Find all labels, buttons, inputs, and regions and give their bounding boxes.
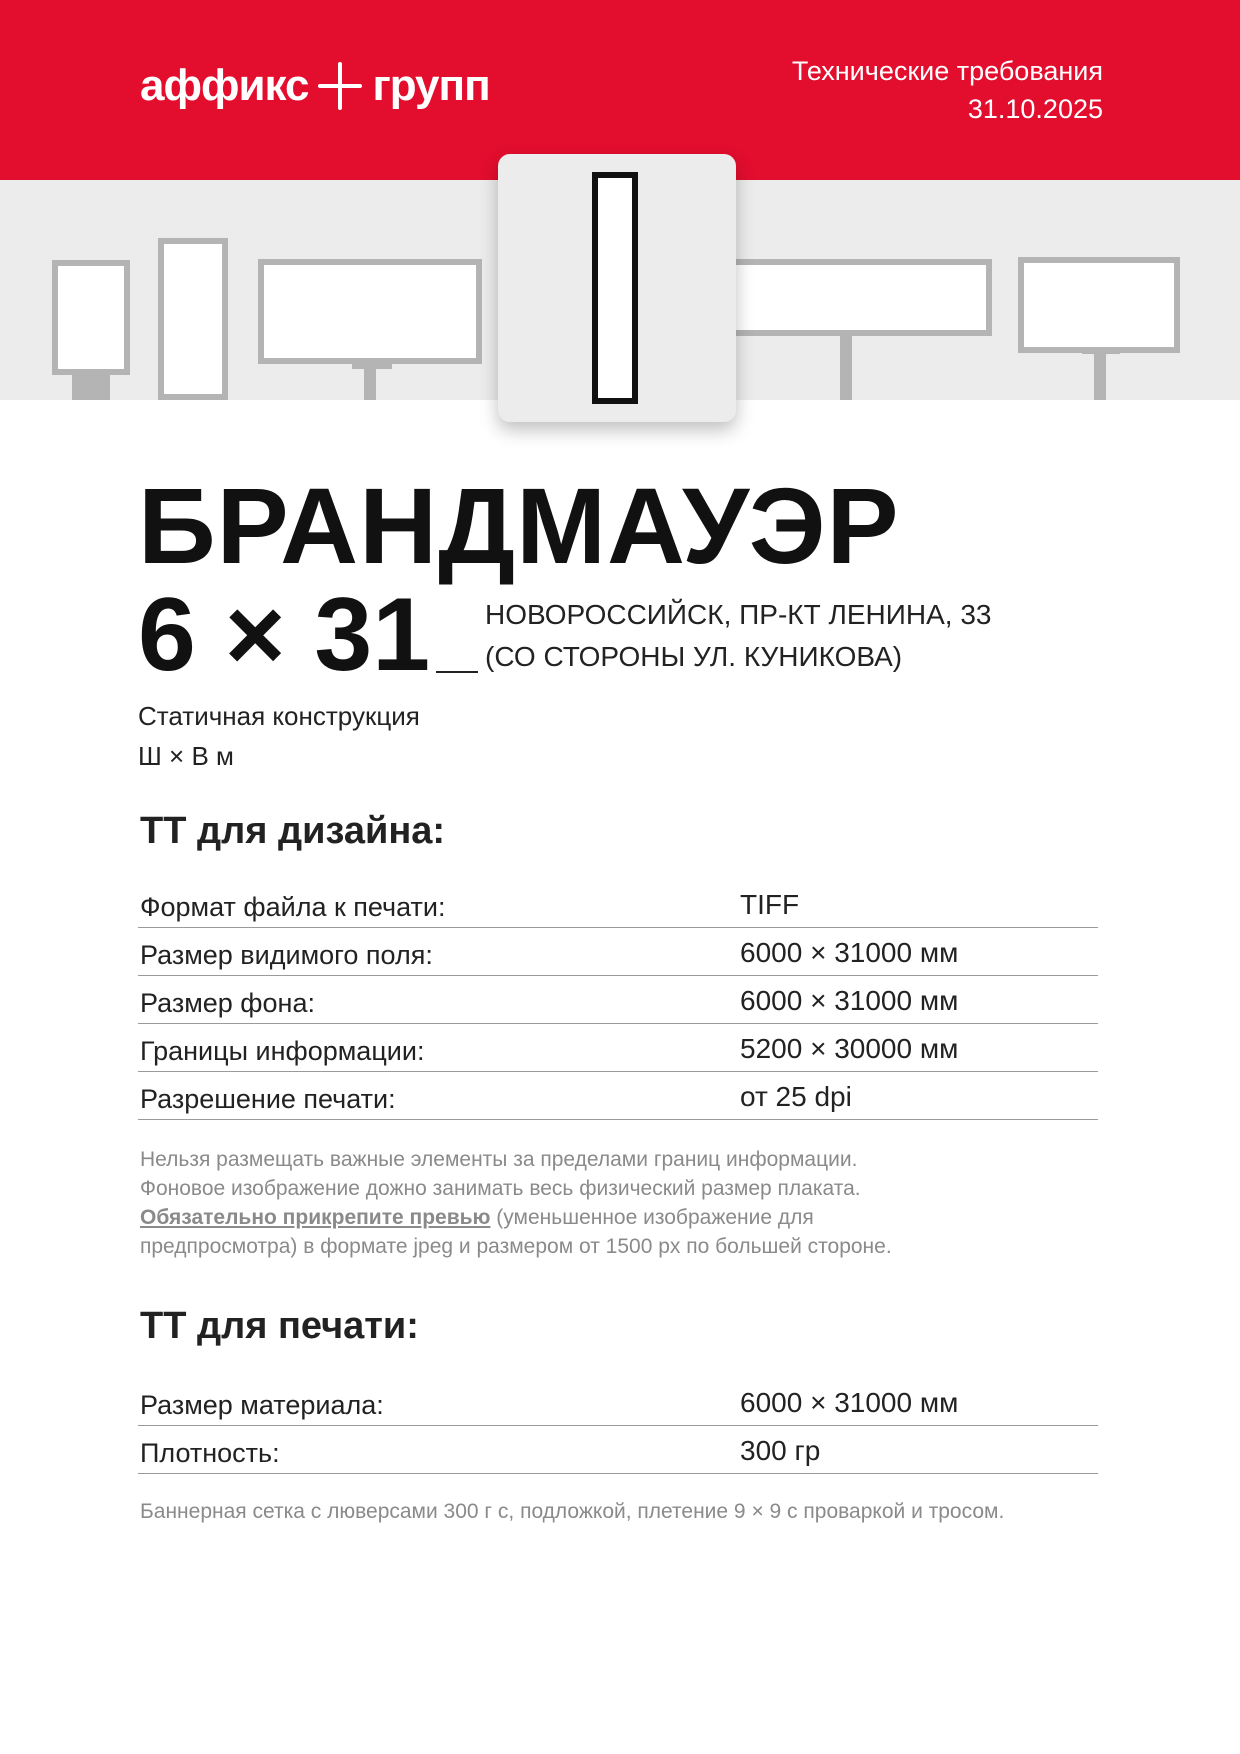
- size-units: Ш × В м: [138, 741, 234, 771]
- table-row: [138, 976, 1098, 1024]
- logo-text-right: групп: [372, 61, 490, 110]
- citylight-icon: [52, 260, 130, 375]
- construction-type: Статичная конструкция: [138, 701, 420, 731]
- design-requirements-note: [140, 1145, 892, 1261]
- spec-label: Плотность:: [140, 1438, 280, 1468]
- spec-label: Разрешение печати:: [140, 1084, 396, 1114]
- address-rule: [436, 671, 478, 673]
- note-emphasis: Обязательно прикрепите превью: [140, 1206, 491, 1229]
- company-logo: [140, 60, 490, 112]
- spec-label: Формат файла к печати:: [140, 892, 446, 922]
- spec-value: от 25 dpi: [740, 1081, 852, 1112]
- note-line: Фоновое изображение дожно занимать весь физический размер плаката.: [140, 1177, 861, 1200]
- note-line: Нельзя размещать важные элементы за пределами границ информации.: [140, 1148, 858, 1171]
- document-meta: [792, 52, 1103, 128]
- table-row: [138, 1072, 1098, 1120]
- billboard-pole: [364, 363, 376, 400]
- spec-value: 6000 × 31000 мм: [740, 937, 959, 968]
- construction-info: [138, 696, 420, 776]
- logo-plus-icon: [318, 62, 362, 110]
- header-bar: [0, 0, 1240, 180]
- spec-label: Границы информации:: [140, 1036, 425, 1066]
- spec-value: 6000 × 31000 мм: [740, 1387, 959, 1418]
- supersite-crossbar: [830, 330, 888, 336]
- construction-address: [485, 594, 991, 678]
- print-requirements-note: Баннерная сетка с люверсами 300 г с, подложкой, плетение 9 × 9 с проваркой и тросом.: [140, 1500, 1005, 1523]
- spec-value: 5200 × 30000 мм: [740, 1033, 959, 1064]
- spec-label: Размер фона:: [140, 988, 315, 1018]
- address-line-2: (СО СТОРОНЫ УЛ. КУНИКОВА): [485, 641, 903, 672]
- construction-size: 6 × 31: [138, 577, 431, 693]
- table-row: [138, 1378, 1098, 1426]
- document-date: 31.10.2025: [967, 94, 1103, 124]
- selected-construction-card: [498, 154, 736, 422]
- spec-label: Размер материала:: [140, 1390, 384, 1420]
- pillar-icon: [158, 238, 228, 400]
- spec-value: 300 гр: [740, 1435, 821, 1466]
- print-requirements-table: [138, 1378, 1098, 1474]
- document-type: Технические требования: [791, 56, 1103, 86]
- spec-label: Размер видимого поля:: [140, 940, 433, 970]
- firewall-banner-icon: [592, 172, 638, 404]
- table-row: [138, 928, 1098, 976]
- table-row: [138, 1024, 1098, 1072]
- logo-text-left: аффикс: [140, 61, 309, 110]
- note-text: (уменьшенное изображение для: [490, 1206, 814, 1229]
- billboard-small-pole: [1094, 348, 1106, 400]
- billboard-icon: [258, 259, 482, 364]
- spec-value: TIFF: [740, 889, 800, 920]
- billboard-small-icon: [1018, 257, 1180, 353]
- note-line: [140, 1203, 892, 1232]
- print-requirements-title: ТТ для печати:: [140, 1305, 419, 1347]
- table-row: [138, 1426, 1098, 1474]
- design-requirements-title: ТТ для дизайна:: [140, 810, 446, 852]
- table-row: [138, 880, 1098, 928]
- address-line-1: НОВОРОССИЙСК, ПР-КТ ЛЕНИНА, 33: [485, 599, 992, 630]
- page-title: БРАНДМАУЭР: [138, 465, 900, 586]
- spec-value: 6000 × 31000 мм: [740, 985, 959, 1016]
- note-line: предпросмотра) в формате jpeg и размером от 1500 px по большей стороне.: [140, 1235, 892, 1258]
- supersite-icon: [730, 259, 992, 336]
- design-requirements-table: [138, 880, 1098, 1120]
- citylight-base: [72, 375, 110, 400]
- supersite-pole: [840, 330, 852, 400]
